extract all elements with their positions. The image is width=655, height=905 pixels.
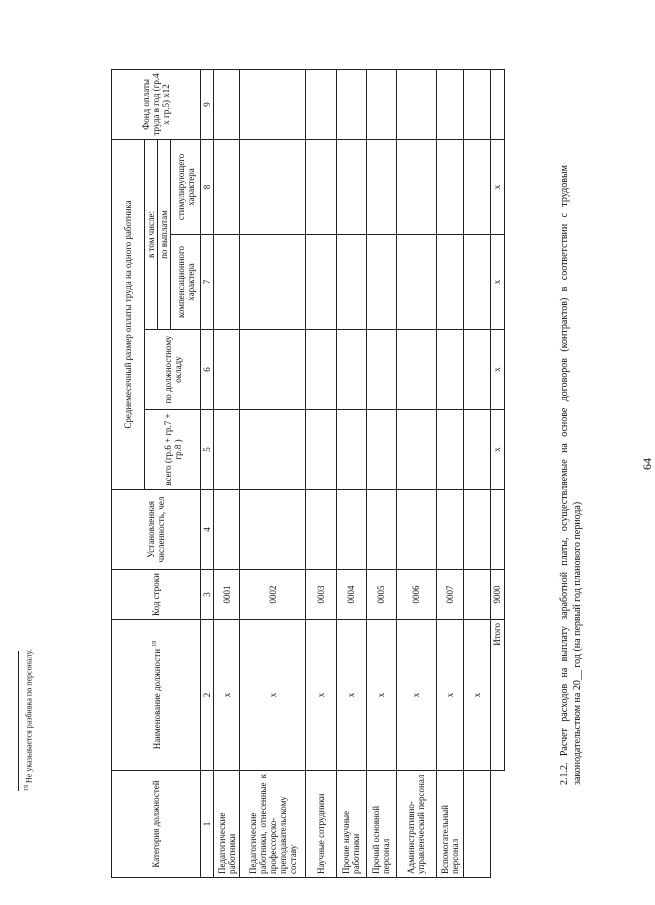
table-row <box>336 69 366 877</box>
row-category: Педагогические работники, отнесенные к профессорско-преподавательскому составу <box>240 771 306 878</box>
cell <box>336 139 366 234</box>
column-number: 2 <box>201 620 214 771</box>
cell <box>463 410 490 490</box>
column-number: 1 <box>201 771 214 878</box>
cell <box>240 330 306 410</box>
column-number: 7 <box>201 235 214 330</box>
cell <box>336 490 366 570</box>
header-total: всего (гр.6 + гр.7 + гр.8 ) <box>145 410 201 490</box>
header-including: в том числе: <box>145 139 158 329</box>
page-number: 64 <box>640 458 654 470</box>
cell <box>366 330 396 410</box>
cell <box>214 139 240 234</box>
heading-line-1: 2.1.2. Расчет расходов на выплату заработной платы, осуществляемые на основе договоров (контрактов) в соответствии с трудовым <box>559 165 570 785</box>
cell <box>306 330 336 410</box>
row-code: 0006 <box>396 570 436 620</box>
salary-calculation-table <box>111 69 505 878</box>
row-code <box>463 570 490 620</box>
cell <box>436 490 463 570</box>
cell <box>214 235 240 330</box>
total-c8: х <box>490 139 504 234</box>
row-category: Научные сотрудники <box>306 771 336 878</box>
column-number: 9 <box>201 69 214 139</box>
total-code: 9000 <box>490 570 504 620</box>
row-code: 0007 <box>436 570 463 620</box>
header-annual-fund: Фонд оплаты труда в год (гр.4 х гр.5) х12 <box>112 69 201 139</box>
cell <box>214 330 240 410</box>
table-row <box>436 69 463 877</box>
blank-cell <box>490 771 504 878</box>
cell <box>463 330 490 410</box>
cell <box>366 69 396 139</box>
row-code: 0005 <box>366 570 396 620</box>
row-position: х <box>366 620 396 771</box>
header-headcount: Установленная численность, чел <box>112 490 201 570</box>
section-heading <box>558 165 584 785</box>
header-code: Код строки <box>112 570 201 620</box>
footnote-ref: 19 <box>152 640 159 647</box>
cell <box>396 69 436 139</box>
cell <box>463 235 490 330</box>
cell <box>396 410 436 490</box>
total-label: Итого <box>490 620 504 771</box>
cell <box>240 139 306 234</box>
cell <box>396 139 436 234</box>
table-row <box>214 69 240 877</box>
header-by-salary: по должностному окладу <box>145 330 201 410</box>
cell <box>214 410 240 490</box>
row-category: Вспомогательный персонал <box>436 771 463 878</box>
row-code: 0003 <box>306 570 336 620</box>
cell <box>240 490 306 570</box>
header-compensatory: компенсационного характера <box>171 235 201 330</box>
cell <box>336 69 366 139</box>
cell <box>336 235 366 330</box>
header-position-name-text: Наименование должности <box>152 648 163 750</box>
cell <box>490 69 504 139</box>
cell <box>436 139 463 234</box>
cell <box>396 235 436 330</box>
row-position: х <box>396 620 436 771</box>
column-number: 4 <box>201 490 214 570</box>
cell <box>336 410 366 490</box>
table-row <box>366 69 396 877</box>
column-number: 8 <box>201 139 214 234</box>
column-number: 6 <box>201 330 214 410</box>
row-position: х <box>463 620 490 771</box>
footnote-rule <box>18 651 19 791</box>
cell <box>463 490 490 570</box>
cell <box>366 490 396 570</box>
header-category: Категория должностей <box>112 771 201 878</box>
cell <box>366 410 396 490</box>
table-row <box>396 69 436 877</box>
row-code: 0001 <box>214 570 240 620</box>
cell <box>240 69 306 139</box>
cell <box>306 490 336 570</box>
table-row <box>463 69 490 877</box>
header-by-payments: по выплатам <box>158 139 171 329</box>
total-row <box>490 69 504 877</box>
footnote <box>18 649 35 791</box>
row-position: х <box>306 620 336 771</box>
row-category: Прочие научные работники <box>336 771 366 878</box>
row-position: х <box>336 620 366 771</box>
cell <box>436 410 463 490</box>
row-code: 0004 <box>336 570 366 620</box>
column-number: 3 <box>201 570 214 620</box>
header-stimulating: стимулирующего характера <box>171 139 201 234</box>
row-category: Административно-управленческий персонал <box>396 771 436 878</box>
cell <box>336 330 366 410</box>
cell <box>366 235 396 330</box>
row-category: Прочий основной персонал <box>366 771 396 878</box>
table-row <box>306 69 336 877</box>
heading-line-2: законодательством на 20__ год (на первый год планового периода) <box>572 501 583 785</box>
total-c7: х <box>490 235 504 330</box>
cell <box>366 139 396 234</box>
cell <box>436 330 463 410</box>
cell <box>463 139 490 234</box>
footnote-mark: 19 <box>24 785 30 791</box>
row-code: 0002 <box>240 570 306 620</box>
cell <box>463 69 490 139</box>
row-category: Педагогические работники <box>214 771 240 878</box>
row-category <box>463 771 490 878</box>
row-position: х <box>214 620 240 771</box>
cell <box>240 235 306 330</box>
row-position: х <box>240 620 306 771</box>
header-avg-salary-group: Среднемесячный размер оплаты труда на одного работника <box>112 139 145 489</box>
cell <box>240 410 306 490</box>
cell <box>490 490 504 570</box>
row-position: х <box>436 620 463 771</box>
table-row <box>240 69 306 877</box>
cell <box>306 139 336 234</box>
total-c6: х <box>490 330 504 410</box>
header-position-name <box>112 620 201 771</box>
cell <box>214 490 240 570</box>
cell <box>396 330 436 410</box>
footnote-text: Не указывается разбивка по персоналу. <box>24 649 34 783</box>
cell <box>436 69 463 139</box>
column-number-row <box>201 69 214 877</box>
cell <box>306 410 336 490</box>
cell <box>396 490 436 570</box>
cell <box>306 69 336 139</box>
total-c5: х <box>490 410 504 490</box>
cell <box>214 69 240 139</box>
cell <box>306 235 336 330</box>
cell <box>436 235 463 330</box>
column-number: 5 <box>201 410 214 490</box>
